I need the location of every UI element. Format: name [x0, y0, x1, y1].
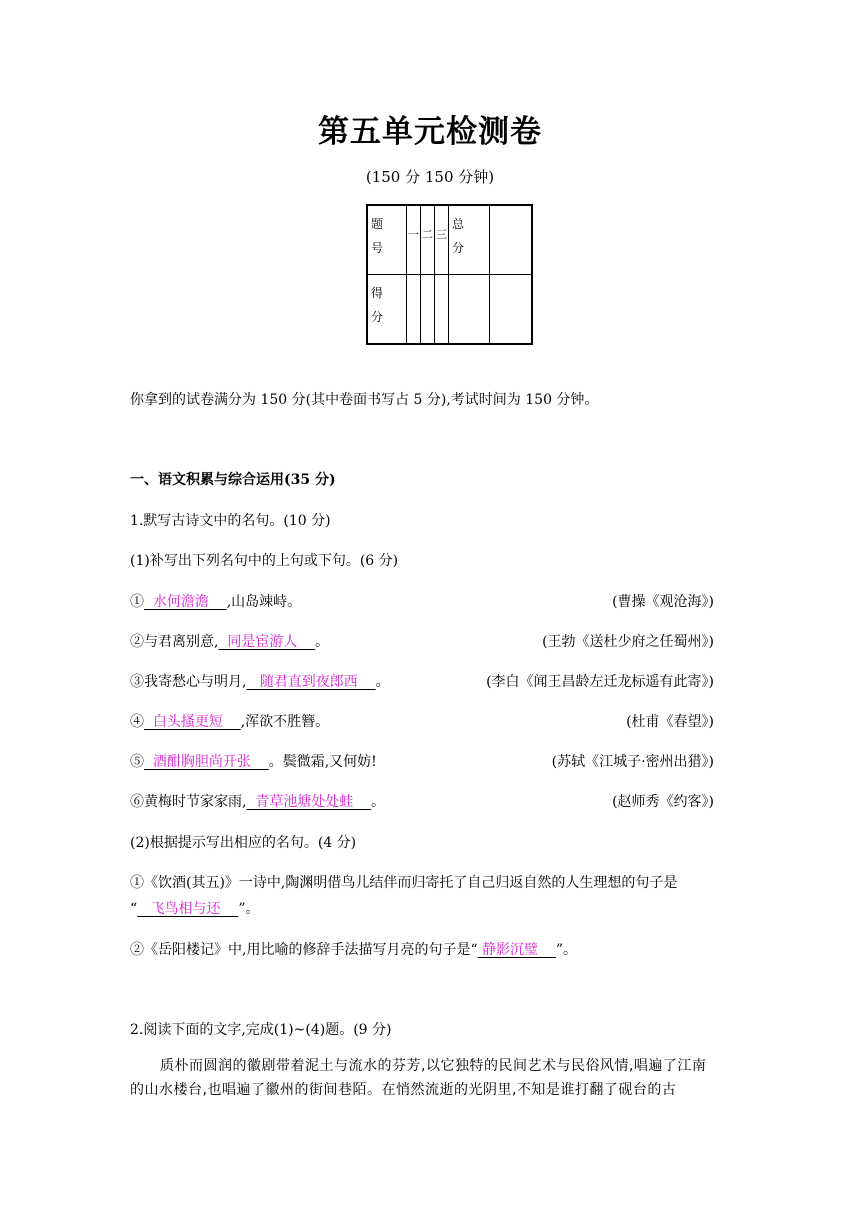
answer-value: 同是宦游人	[227, 634, 298, 650]
score-table	[366, 204, 533, 345]
item-suffix: ,浑欲不胜簪。	[240, 714, 330, 730]
score-cell-2	[421, 205, 435, 275]
score-header-total: 总分	[452, 217, 465, 255]
item-prefix: ③我寄愁心与明月,	[130, 674, 247, 690]
item-suffix: 。	[375, 674, 390, 690]
answer-text	[144, 594, 227, 610]
passage-paragraph	[130, 1054, 730, 1102]
question-1-2b	[130, 939, 577, 959]
score-input-2[interactable]	[421, 275, 435, 345]
question-1-2a-answer-line	[130, 898, 260, 918]
answer-text	[246, 674, 375, 690]
answer-text	[478, 942, 556, 958]
score-input-extra[interactable]	[490, 275, 533, 345]
page-title: 第五单元检测卷	[318, 114, 542, 150]
passage-line: 质朴而圆润的徽剧带着泥土与流水的芬芳,以它独特的民间艺术与民俗风情,唱遍了江南	[160, 1058, 707, 1074]
item-prefix: ④	[130, 714, 144, 730]
score-label-defen: 得分	[371, 286, 384, 324]
question-1-2a-prompt: ①《饮酒(其五)》一诗中,陶渊明借鸟儿结伴而归寄托了自己归返自然的人生理想的句子是	[130, 875, 678, 891]
exam-subtitle: (150 分 150 分钟)	[365, 168, 495, 186]
item-suffix: 。	[371, 794, 386, 810]
section-heading: 一、语文积累与综合运用(35 分)	[130, 472, 336, 488]
passage-line: 的山水楼台,也唱遍了徽州的街间巷陌。在悄然流逝的光阴里,不知是谁打翻了砚台的古	[130, 1082, 677, 1098]
score-label-tihao: 题号	[371, 217, 384, 255]
answer-value: 酒酣胸胆尚开张	[152, 754, 251, 770]
item-prefix: ⑥黄梅时节家家雨,	[130, 794, 247, 810]
score-input-3[interactable]	[435, 275, 449, 345]
item-source: (杜甫《春望》)	[626, 714, 714, 730]
score-table-header-row	[367, 205, 532, 275]
answer-value: 飞鸟相与还	[150, 901, 221, 917]
close-quote: ”。	[238, 901, 260, 917]
score-input-1[interactable]	[407, 275, 421, 345]
answer-text	[218, 634, 315, 650]
close-quote: ”。	[555, 942, 578, 958]
answer-text	[137, 901, 238, 917]
question-1-1: (1)补写出下列名句中的上句或下句。(6 分)	[130, 553, 399, 569]
answer-text	[144, 754, 269, 770]
answer-value: 白头搔更短	[152, 714, 223, 730]
item-source: (曹操《观沧海》)	[612, 594, 714, 610]
question-1-2b-prompt: ②《岳阳楼记》中,用比喻的修辞手法描写月亮的句子是“	[130, 942, 478, 958]
item-source: (李白《闻王昌龄左迁龙标遥有此寄》)	[486, 674, 714, 690]
score-cell-blank	[490, 205, 533, 275]
answer-text	[246, 794, 371, 810]
answer-text	[144, 714, 241, 730]
item-suffix: ,山岛竦峙。	[226, 594, 302, 610]
question-1-2: (2)根据提示写出相应的名句。(4 分)	[130, 835, 357, 851]
question-2: 2.阅读下面的文字,完成(1)~(4)题。(9 分)	[130, 1022, 392, 1038]
item-prefix: ①	[130, 594, 144, 610]
list-item	[130, 591, 301, 611]
score-cell-label-2	[367, 275, 407, 345]
item-prefix: ②与君离别意,	[130, 634, 219, 650]
item-suffix: 。	[315, 634, 330, 650]
score-cell-total	[449, 205, 490, 275]
open-quote: “	[130, 901, 138, 917]
score-cell-1	[407, 205, 421, 275]
list-item	[130, 631, 329, 651]
list-item	[130, 671, 390, 691]
item-suffix: 。鬓微霜,又何妨!	[268, 754, 377, 770]
score-input-total[interactable]	[449, 275, 490, 345]
item-prefix: ⑤	[130, 754, 144, 770]
score-header-1: 一	[408, 228, 419, 241]
list-item	[130, 791, 385, 811]
list-item	[130, 751, 377, 771]
score-header-3: 三	[436, 228, 447, 241]
answer-value: 水何澹澹	[152, 594, 209, 610]
item-source: (苏轼《江城子·密州出猎》)	[551, 754, 714, 770]
answer-value: 随君直到夜郎西	[259, 674, 358, 690]
score-table-score-row	[367, 275, 532, 345]
score-cell-label	[367, 205, 407, 275]
score-header-2: 二	[422, 228, 433, 241]
question-1: 1.默写古诗文中的名句。(10 分)	[130, 513, 331, 529]
item-source: (王勃《送杜少府之任蜀州》)	[542, 634, 714, 650]
score-cell-3	[435, 205, 449, 275]
item-source: (赵师秀《约客》)	[612, 794, 714, 810]
intro-text: 你拿到的试卷满分为 150 分(其中卷面书写占 5 分),考试时间为 150 分钟。	[130, 392, 599, 408]
list-item	[130, 711, 329, 731]
answer-value: 青草池塘处处蛙	[255, 794, 354, 810]
answer-value: 静影沉璧	[482, 942, 539, 958]
